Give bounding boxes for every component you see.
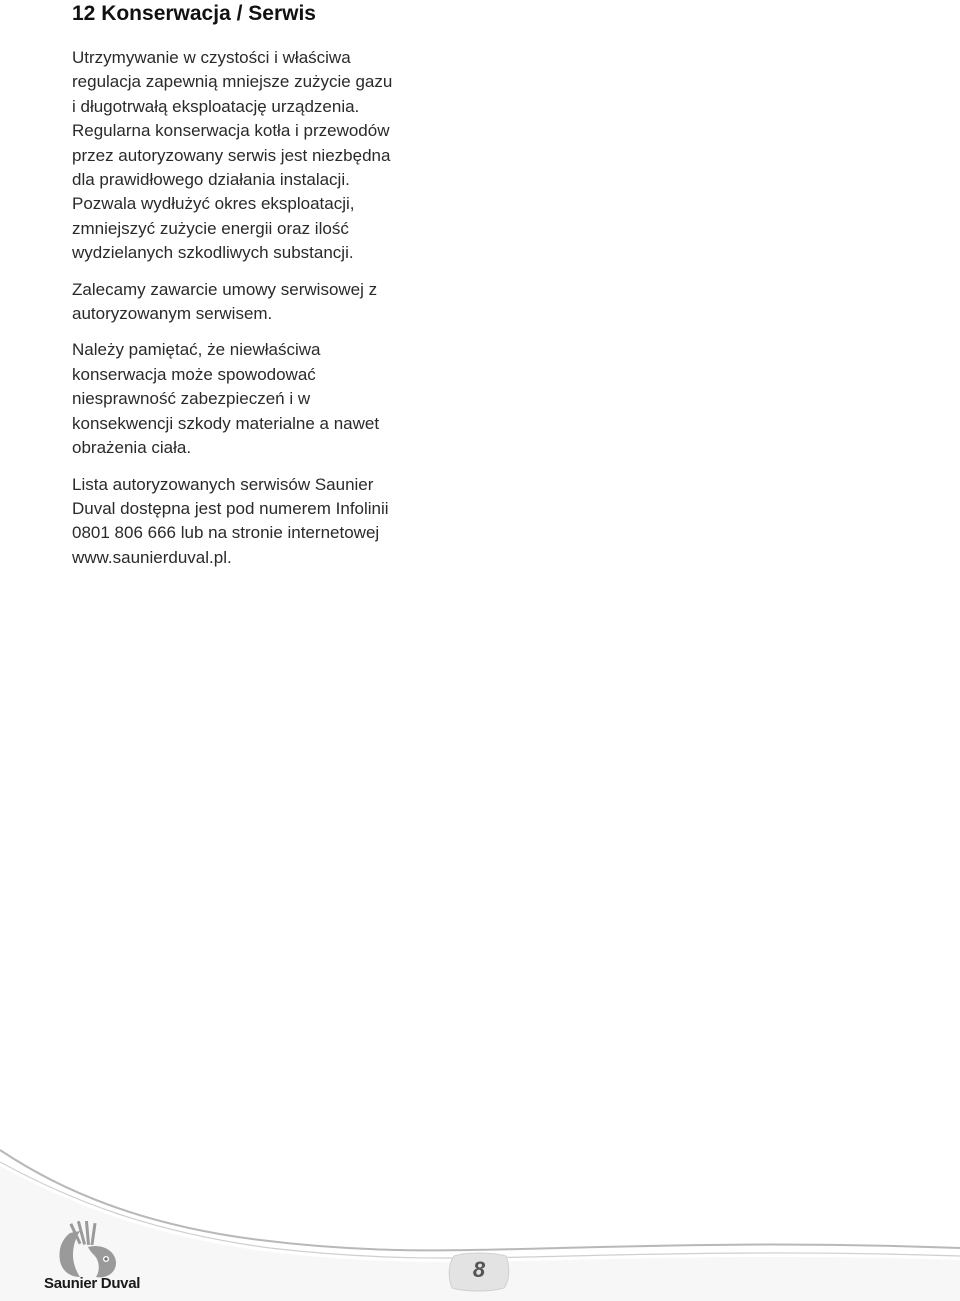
text-line: 0801 806 666 lub na stronie internetowej [72, 523, 380, 543]
brand-name: Saunier Duval [44, 1275, 141, 1292]
text-line: konserwacja może spowodować [72, 364, 316, 384]
text-line: Należy pamiętać, że niewłaściwa [72, 340, 321, 360]
text-line: i długotrwałą eksploatację urządzenia. [72, 96, 360, 116]
text-line: regulacja zapewnią mniejsze zużycie gazu [72, 72, 393, 92]
text-line: Pozwala wydłużyć okres eksploatacji, [72, 194, 355, 214]
text-line: Duval dostępna jest pod numerem Infolinii [72, 498, 389, 518]
text-line: dla prawidłowego działania instalacji. [72, 170, 350, 190]
text-line: Utrzymywanie w czystości i właściwa [72, 48, 351, 67]
text-line: niesprawność zabezpieczeń i w [72, 389, 311, 409]
text-line: autoryzowanym serwisem. [72, 304, 273, 324]
body-text [72, 46, 492, 582]
section-title: 12 Konserwacja / Serwis [72, 2, 316, 25]
text-line: konsekwencji szkody materialne a nawet [72, 413, 380, 433]
text-line: wydzielanych szkodliwych substancji. [72, 243, 354, 263]
paragraph-service-contract [72, 278, 492, 327]
paragraph-warning [72, 338, 492, 460]
text-line: www.saunierduval.pl. [72, 547, 232, 567]
paragraph-service-list [72, 473, 492, 571]
text-line: Regularna konserwacja kotła i przewodów [72, 121, 390, 141]
page-number: 8 [472, 1257, 486, 1282]
text-line: przez autoryzowany serwis jest niezbędna [72, 145, 391, 165]
text-line: Lista autoryzowanych serwisów Saunier [72, 474, 374, 494]
text-line: zmniejszyć zużycie energii oraz ilość [72, 218, 349, 238]
text-line: obrażenia ciała. [72, 438, 192, 458]
paragraph-maintenance [72, 46, 492, 266]
text-line: Zalecamy zawarcie umowy serwisowej z [72, 279, 378, 299]
